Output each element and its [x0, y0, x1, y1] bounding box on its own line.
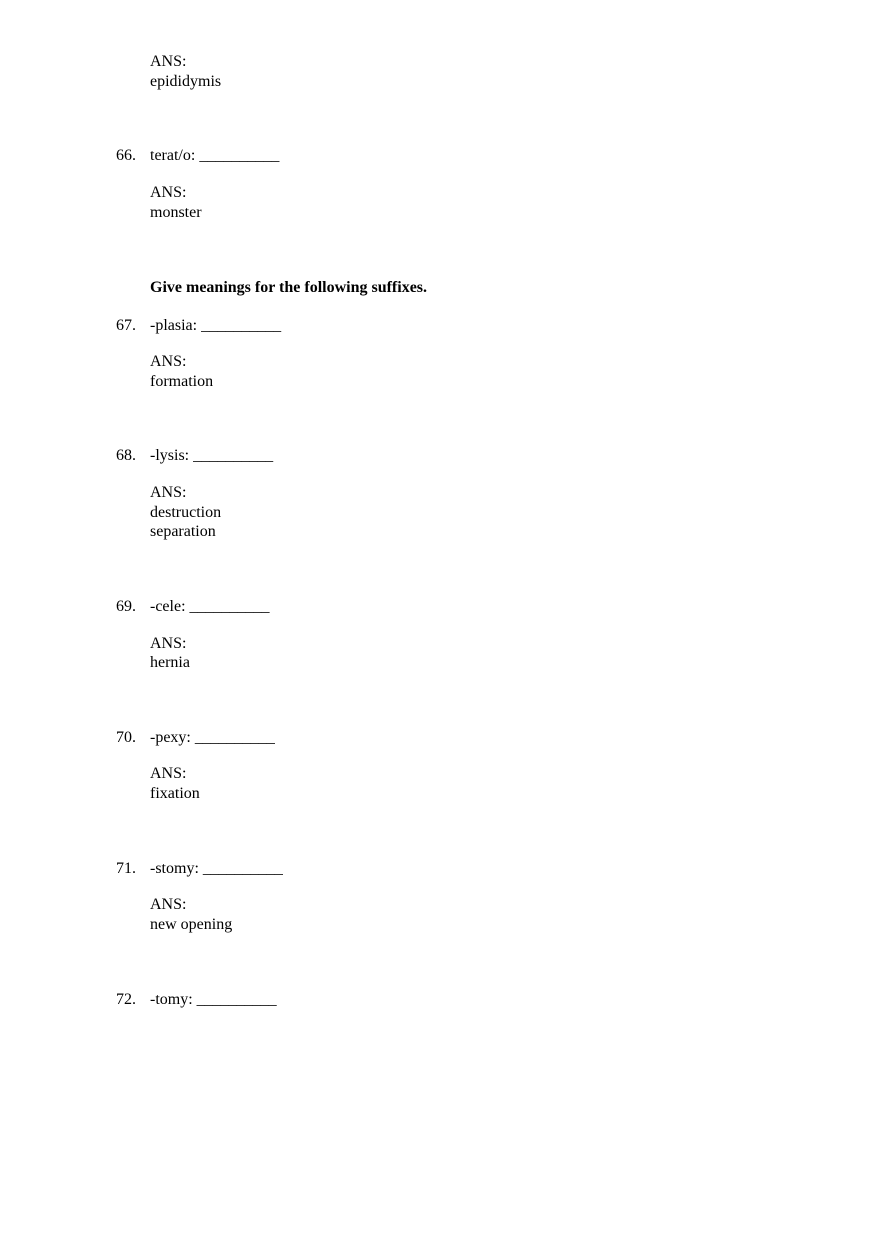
ans-label: ANS: — [150, 184, 187, 201]
answer-text: epididymis — [150, 73, 222, 90]
answer-text: destruction — [150, 504, 222, 521]
ans-label: ANS: — [150, 765, 187, 782]
question-number: 70. — [116, 729, 136, 746]
question-number: 72. — [116, 991, 136, 1008]
ans-label: ANS: — [150, 353, 187, 370]
question-number: 67. — [116, 317, 136, 334]
answer-text: formation — [150, 373, 214, 390]
ans-label: ANS: — [150, 635, 187, 652]
answer-text: fixation — [150, 785, 200, 802]
ans-label: ANS: — [150, 896, 187, 913]
question-number: 66. — [116, 147, 136, 164]
question-number: 69. — [116, 598, 136, 615]
question-prompt: -tomy: __________ — [150, 991, 277, 1008]
question-number: 68. — [116, 447, 136, 464]
question-prompt: -cele: __________ — [150, 598, 270, 615]
question-prompt: -plasia: __________ — [150, 317, 282, 334]
question-prompt: terat/o: __________ — [150, 147, 280, 164]
answer-text: new opening — [150, 916, 233, 933]
answer-text: hernia — [150, 654, 190, 671]
answer-text: monster — [150, 204, 202, 221]
question-number: 71. — [116, 860, 136, 877]
answer-text: separation — [150, 523, 216, 540]
question-prompt: -pexy: __________ — [150, 729, 275, 746]
ans-label: ANS: — [150, 53, 187, 70]
question-prompt: -stomy: __________ — [150, 860, 283, 877]
question-prompt: -lysis: __________ — [150, 447, 274, 464]
section-heading: Give meanings for the following suffixes. — [150, 279, 428, 296]
ans-label: ANS: — [150, 484, 187, 501]
